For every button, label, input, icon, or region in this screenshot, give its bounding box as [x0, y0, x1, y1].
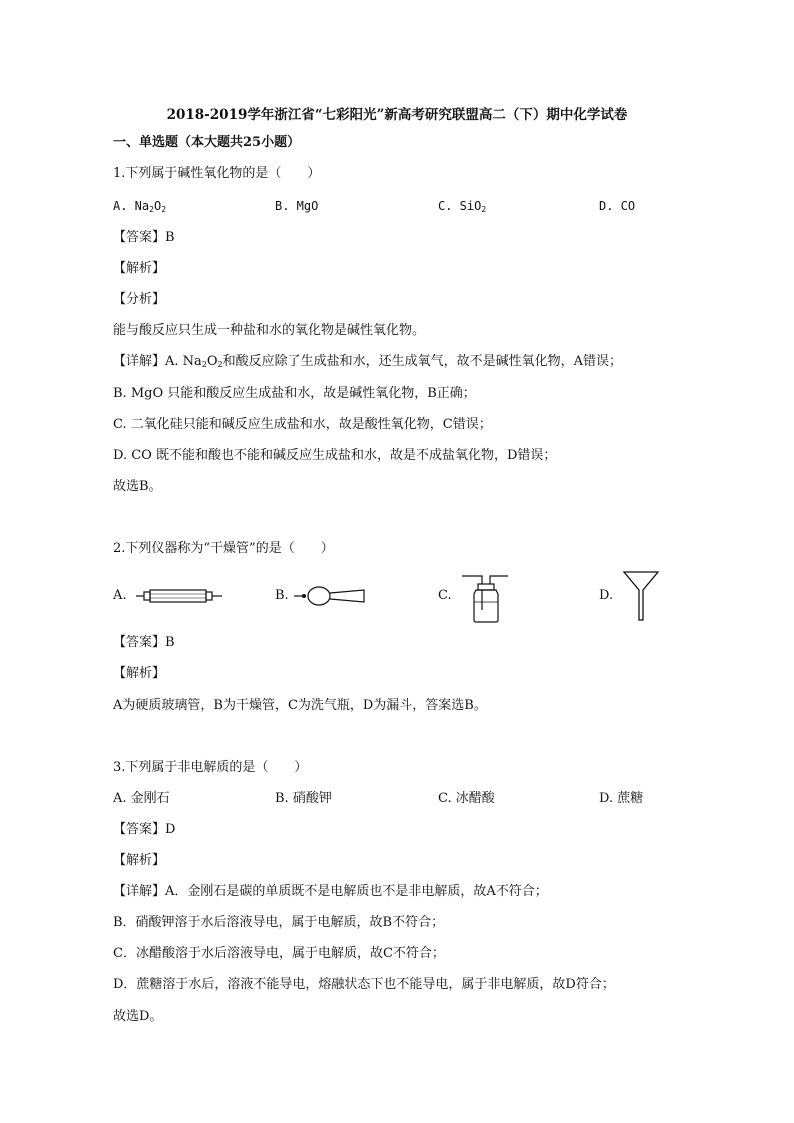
q1-option-a: A. $Na_2O_2$ [113, 199, 167, 214]
q3-option-a: A. 金刚石 [113, 791, 170, 806]
q3-conclusion: 故选D。 [113, 1009, 163, 1024]
q1-analysis: 能与酸反应只生成一种盐和水的氧化物是碱性氧化物。 [113, 323, 426, 338]
q3-answer: 【答案】D [113, 822, 176, 837]
q3-detail-a: 【详解】A．金刚石是碳的单质既不是电解质也不是非电解质，故A不符合； [113, 884, 548, 899]
q2-label-a: A. [113, 588, 127, 603]
drying-tube-icon [294, 583, 366, 609]
q1-conclusion: 故选B。 [113, 479, 162, 494]
q1-fenxi: 【分析】 [113, 292, 166, 307]
hard-glass-tube-icon [136, 586, 222, 606]
q2-label-b: B. [275, 588, 289, 603]
page-title: 2018-2019学年浙江省“七彩阳光”新高考研究联盟高二（下）期中化学试卷 [166, 107, 628, 123]
q2-label-c: C. [438, 588, 452, 603]
q1-option-d: D. CO [599, 199, 636, 213]
section-heading: 一、单选题（本大题共25小题） [113, 135, 301, 150]
q3-stem: 3.下列属于非电解质的是（ ） [113, 760, 308, 775]
q1-option-b: B. MgO [275, 199, 319, 213]
funnel-icon [622, 570, 660, 622]
q3-detail-b: B．硝酸钾溶于水后溶液导电，属于电解质，故B不符合； [113, 915, 445, 930]
q3-detail-c: C．冰醋酸溶于水后溶液导电，属于电解质，故C不符合； [113, 946, 445, 961]
q3-option-b: B. 硝酸钾 [275, 791, 332, 806]
q1-answer: 【答案】B [113, 230, 175, 245]
q2-jiexi: 【解析】 [113, 666, 166, 681]
q3-jiexi: 【解析】 [113, 853, 166, 868]
q2-answer: 【答案】B [113, 635, 175, 650]
q1-stem: 1.下列属于碱性氧化物的是（ ） [113, 166, 321, 181]
q1-detail-d: D. CO 既不能和酸也不能和碱反应生成盐和水，故是不成盐氧化物，D错误； [113, 448, 557, 463]
q1-detail-c: C. 二氧化硅只能和碱反应生成盐和水，故是酸性氧化物，C错误； [113, 417, 492, 432]
gas-washing-bottle-icon [460, 570, 510, 624]
q1-option-c: C. SiO$_2$ [438, 199, 487, 214]
q3-detail-d: D．蔗糖溶于水后，溶液不能导电，熔融状态下也不能导电，属于非电解质，故D符合； [113, 977, 615, 992]
q3-option-d: D. 蔗糖 [599, 791, 644, 806]
q2-stem: 2.下列仪器称为“干燥管”的是（ ） [113, 541, 334, 556]
q1-detail-b: B. MgO 只能和酸反应生成盐和水，故是碱性氧化物，B正确； [113, 386, 476, 401]
q1-jiexi: 【解析】 [113, 261, 166, 276]
q2-label-d: D. [599, 588, 614, 603]
q1-detail-a: 【详解】A. $Na_2O_2$和酸反应除了生成盐和水，还生成氧气，故不是碱性氧化物，A错误； [113, 354, 623, 369]
q2-explanation: A为硬质玻璃管，B为干燥管，C为洗气瓶，D为漏斗，答案选B。 [113, 698, 487, 713]
q3-option-c: C. 冰醋酸 [438, 791, 495, 806]
